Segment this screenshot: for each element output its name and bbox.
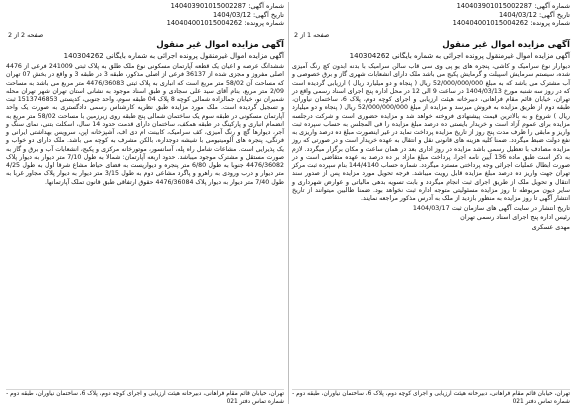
notice-body: دیوارار نوع سرامیک و کاشی، پنجره های یو پی وی سی قاب سالن سرامیک با بدنه ابدون کچ رنگ آمیزی شده، سیستم سرمایش اسپیلت و گرمایش پکیج می باشد ملک دارای انشعابات شهری گاز و برق خصوصی و آب مشترک می باشد که به مبلغ 52/000/000/000 ریال ( پنجاه و دو میلیارد ریال ) ارزیابی گردیده است که در روز سه شنبه مورخ 1404/03/13 در ساعت 9 الی 12 در محل اداره پنج اجرای اسناد رسمی واقع در تهران، خیابان قائم مقام فراهانی، دبیرخانه هیئت ارزیابی و اجرای کوچه دوم، پلاک 6، ساختمان نیاوران، طبقه دوم از طریق مزایده به فروش میرسد و مزایده از مبلغ 52/000/000/000 ریال ( پنجاه و دو میلیارد ریال ) شروع و به بالاترین قیمت پیشنهادی فروخته خواهد شد و مزایده حضوری است و شرکت درجلسه مزایده برای عموم آزاد است و خریدار بایستی ده درصد مبلغ مزایده را فی المجلس به حساب سپرده ثبت واریز و مابقی را ظرف مدت پنج روز از تاریخ مزایده پرداخت نماید در غیر اینصورت مبلغ ده درصد واریزی به نفع دولت ضبط میگردد. ضمنا کلیه هزینه های قانونی نقل و انتقال به عهده خریدار است و در صورتی که روز مزایده مصادف با تعطیل رسمی باشد مزایده در روز اداری بعد در همان ساعت و مکان برگزار میگردد. لازم به ذکر است طبق ماده 136 آیین نامه اجرا، پرداخت مبلغ مازاد بر ده درصد به عهده متقاضی است و در صورت ابطال عملیات اجرائی وجه پرداختی مسترد میگردد. شماره حساب 144/4140 بنام سپرده ثبت مرکز تهران جهت واریز ده درصد مبلغ مزایده قابل رویت میباشد. فرجه تحویل مورد مزایده پس از صدور سند انتقال و تحویل ملک از طریق اجرای ثبت انجام میگردد و بابت تسویه بدهی مالیاتی و عوارض شهرداری و سایر دیون مربوطه تا روز مزایده مسئولیتی متوجه اداره ثبت نخواهد بود. ضمنا طالبین میتوانند از تاریخ انتشار آگهی تا روز مزایده به منظور بازدید از ملک به آدرس مذکور مراجعه نمایند. (292, 63, 570, 202)
notice-meta (4, 0, 286, 39)
notice-footer: تهران، خیابان قائم مقام فراهانی، دبیرخانه هیئت ارزیابی و اجرای کوچه دوم، پلاک 6، ساختمان نیاوران، طبقه دوم - شماره تماس دفتر 021 (6, 391, 284, 405)
page-number: صفحه 2 از 2 (8, 31, 44, 39)
case-number: شماره پرونده: 140404001015004262 (166, 19, 284, 27)
notice-meta-lines (167, 2, 284, 28)
signatory-name: مهدی عسکری (531, 222, 570, 231)
notice-body: ششدانگ عرصه و اعیان یک قطعه آپارتمان مسکونی نوع ملک طلق به پلاک ثبتی 241009 فرعی از 4476 اصلی مفروز و مجزی شده از 36137 فرعی از اصلی مذکور، طبقه 3 در طبقه 3 و واقع در بخش 07 تهران که مساحت آن 58/02 متر مربع است که انباری به پلاک ثبتی 4476/36083 متر مربع می باشد به مساحت 2/09 متر مربع، بنام آقای سید علی سجادی و طبق اسناد موجود به نشانی استان تهران شهر تهران محله شمیران نو، خیابان جمالزاده شمالی کوچه 8 پلاک 04 طبقه سوم، واحد جنوبی، کدپستی 1513746853 ثبت و تسجیل گردیده است. ملک مورد مزایده طبق نظریه کارشناس رسمی دادگستری به صورت یک واحد آپارتمان مسکونی در طبقه سوم یک ساختمان شمالی پنج طبقه روی زیرزمین با مساحت 58/02 متر مربع به انضمام انباری و پارکینگ در طبقه همکف، ساختمان دارای قدمت حدود 14 سال، اسکلت بتنی، نمای سنگ و آجر، دیوارها گچ و رنگ آمیزی، کف سرامیک، کابینت ام دی اف، آشپزخانه اپن، سرویس بهداشتی ایرانی و فرنگی، پنجره های آلومینیومی با شیشه دوجداره، بالکن مشرف به کوچه می باشد. ملک دارای دو خواب و یک پذیرایی است. مشاعات شامل راه پله، آسانسور، موتورخانه مرکزی و پکیج، انشعابات آب و برق و گاز به صورت مستقل و مشترک موجود میباشد. حدود اربعه آپارتمان: شمالا به طول 7/10 متر دیوار به دیوار پلاک 4476/36082 جنوبا به طول 6/80 متر پنجره و دیواریست به فضای حیاط مشاع شرقا اول به طول 4/25 متر دیوار و درب ورودی به راهرو و پاگرد مشاعی دوم به طول 3/15 متر دیوار به دیوار پلاک مجاور غربا به طول 7/40 متر دیوار به دیوار پلاک 4476/36084 حقوق ارتفاقی طبق قانون تملک آپارتمانها. (6, 63, 285, 186)
notice-number: شماره آگهی: 140403901015002287 (170, 2, 284, 10)
column-divider (288, 2, 289, 404)
notice-footer: تهران، خیابان قائم مقام فراهانی، دبیرخانه هیئت ارزیابی و اجرای کوچه دوم، پلاک 6، ساختمان نیاوران، طبقه دوم - شماره تماس دفتر 021 (292, 391, 570, 405)
signatory-title: رئیس اداره پنج اجرای اسناد رسمی تهران (460, 213, 570, 222)
notice-subtitle: آگهی مزایده اموال غیرمنقول پرونده اجرائی به شماره بایگانی 140304262 (63, 52, 284, 60)
notice-subtitle: آگهی مزایده اموال غیرمنقول پرونده اجرائی به شماره بایگانی 140304262 (349, 52, 570, 60)
notice-meta-lines (453, 2, 570, 28)
publish-date: تاریخ انتشار در سایت آگهی های سازمان ثبت 1404/03/17 (412, 204, 570, 213)
page-number: صفحه 1 از 2 (294, 31, 330, 39)
notice-title: آگهی مزایده اموال غیر منقول (442, 40, 570, 50)
notice-date: تاریخ آگهی: 1404/03/12 (212, 10, 284, 19)
notice-date: تاریخ آگهی: 1404/03/12 (498, 10, 570, 19)
notice-title: آگهی مزایده اموال غیر منقول (156, 40, 284, 50)
notice-meta (290, 0, 572, 39)
notice-page-2 (4, 0, 286, 407)
case-number: شماره پرونده: 140404001015004262 (452, 19, 570, 27)
notice-number: شماره آگهی: 140403901015002287 (456, 2, 570, 10)
notice-page-1 (290, 0, 572, 407)
